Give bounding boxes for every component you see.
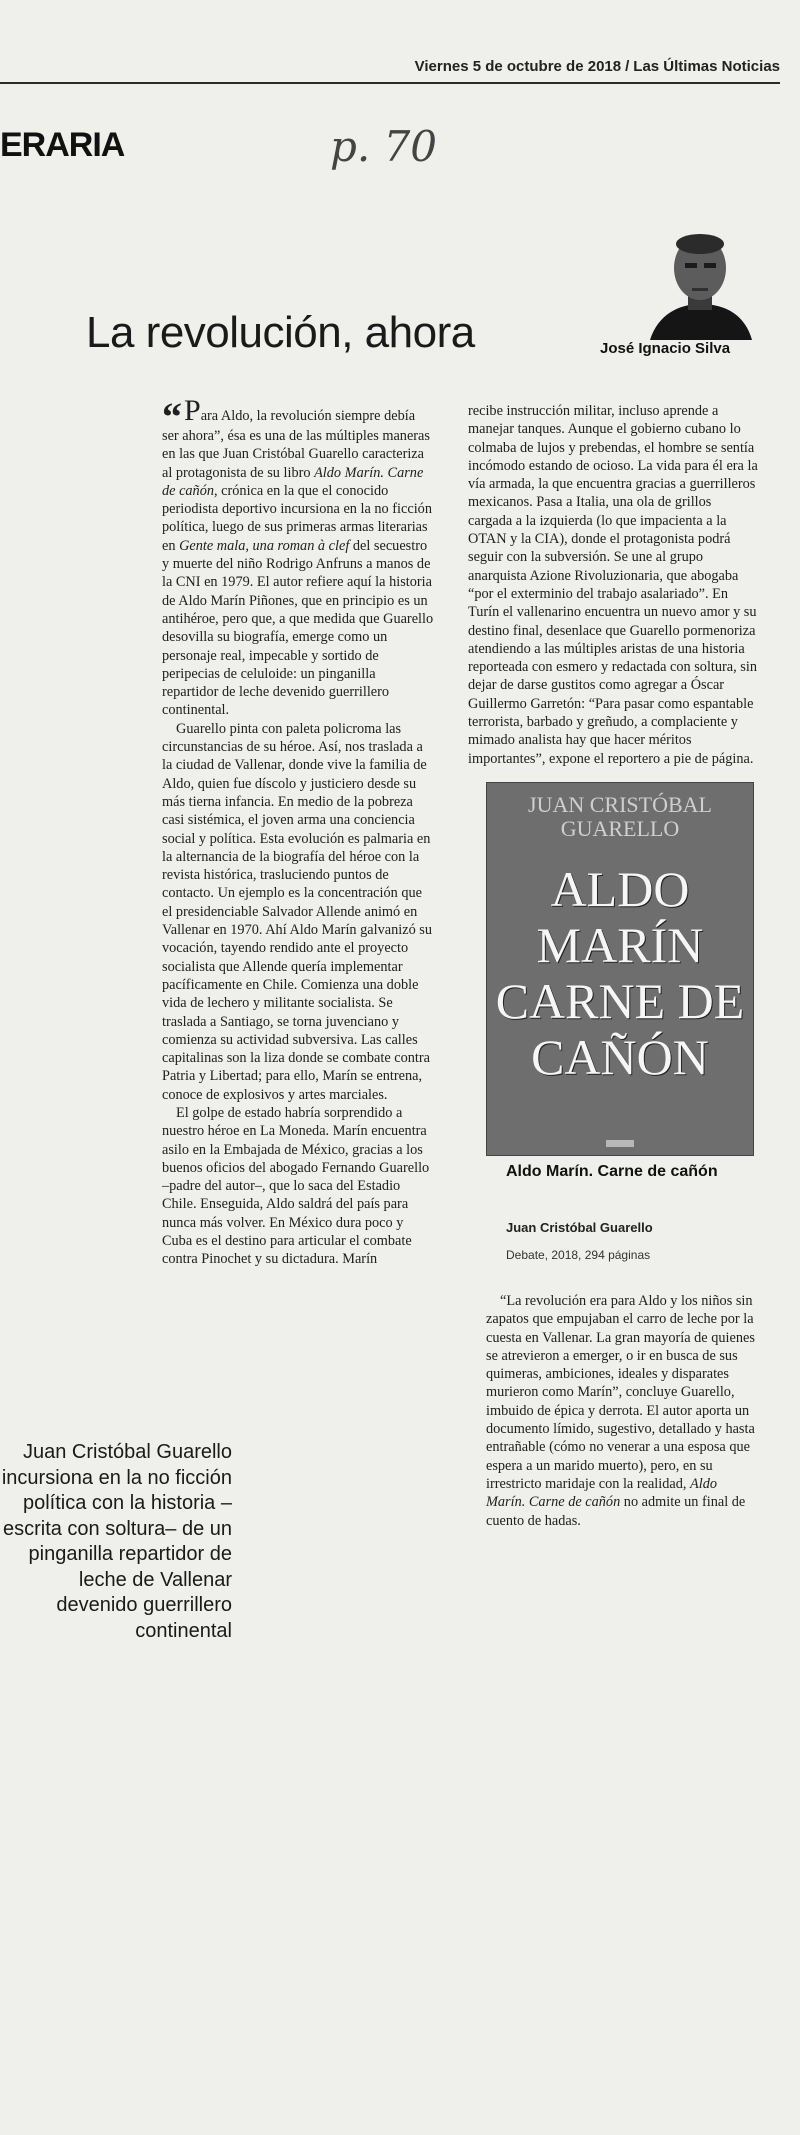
text-run: del secuestro y muerte del niño Rodrigo Anfruns a manos de la CNI en 1979. El autor refiere aquí la historia de Aldo Marín Piñones, que en principio es un antihéroe, pero que, a que medida que Guarello desovilla su biografía, emerge como un personaje real, impecable y sortido de peripecias de celuloide: un pinganilla repartidor de leche devenido guerrillero continental.	[162, 537, 434, 719]
book-caption-title: Aldo Marín. Carne de cañón	[506, 1163, 718, 1180]
body-paragraph: Guarello pinta con paleta policroma las circunstancias de su héroe. Así, nos traslada a la ciudad de Vallenar, donde vive la familia de Aldo, quien fue díscolo y justiciero desde su más tierna infancia. En medio de la pobreza casi sistémica, el joven arma una conciencia social y política. Esta evolución es palmaria en la alternancia de la biografía del héroe con la revista histórica, trasluciendo puntos de contacto. Un ejemplo es la concentración que el presidenciable Salvador Allende animó en Vallenar en 1970. Ahí Aldo Marín galvanizó su vocación, tayendo rendido ante el proyecto socialista que Allende quería implementar pacíficamente en Chile. Comienza una doble vida de lechero y militante socialista. Se traslada a Santiago, se torna juvenciano y comienza su actividad subversiva. Las calles capitalinas son la liza donde se combate contra Patria y Libertad; para ello, Marín se entrena, conoce de explosivos y artes marciales.	[162, 720, 432, 1103]
body-paragraph	[486, 1292, 758, 1530]
book-title-italic: Aldo Marín. Carne de cañón	[162, 464, 424, 499]
body-column-right-top	[468, 402, 758, 768]
publisher-logo-icon	[606, 1140, 634, 1147]
book-caption-details: Debate, 2018, 294 páginas	[506, 1248, 651, 1262]
cover-author: JUAN CRISTÓBAL GUARELLO	[528, 792, 712, 841]
section-label: ERARIA	[0, 126, 125, 164]
text-run: , crónica en la que el conocido periodista deportivo incursiona en la no ficción política, luego de sus primeras armas literarias en	[162, 482, 432, 554]
text-run: “La revolución era para Aldo y los niños sin zapatos que empujaban el carro de leche por la cuesta en Vallenar. La gran mayoría de quienes se atrevieron a emerger, o ir en busca de sus quimeras, ambiciones, ideales y disparates murieron como Marín”, concluye Guarello, imbuido de épica y derrota. El autor aporta un documento límido, sugestivo, detallado y hasta entrañable (cómo no venerar a una esposa que espera a un marido muerto), pero, en su irrestricto maridaje con la realidad,	[486, 1293, 755, 1492]
book-caption-author: Juan Cristóbal Guarello	[506, 1220, 653, 1235]
issue-date: Viernes 5 de octubre de 2018	[414, 58, 622, 75]
dateline	[300, 58, 780, 75]
publication-name: Las Últimas Noticias	[633, 58, 780, 75]
drop-cap: P	[184, 394, 201, 427]
body-paragraph: recibe instrucción militar, incluso aprende a manejar tanques. Aunque el gobierno cubano lo colmaba de lujos y prebendas, el hombre se sentía incómodo estando de ocioso. La vida para él era la vía armada, la que encuentra gracias a guerrilleros mexicanos. Pasa a Italia, una ola de grillos cargada a la izquierda (lo que impacienta a la OTAN y la CIA), donde el protagonista podrá seguir con la subversión. Se une al grupo anarquista Azione Rivoluzionaria, que abogaba “por el exterminio del trabajo asalariado”. En Turín el vallenarino encuentra un nuevo amor y su destino final, desenlace que Guarello pormenoriza atendiendo a las múltiples aristas de una historia reporteada con esmero y redactada con soltura, sin dejar de darse gustitos como agregar a Óscar Guillermo Garretón: “Para pasar como espantable terrorista, barbado y greñudo, a complaciente y mimado analista hay que hacer méritos importantes”, expone el reportero a pie de página.	[468, 403, 758, 767]
cover-title: ALDO MARÍN CARNE DE CAÑÓN	[495, 861, 745, 1085]
book-title-italic: Aldo Marín. Carne de cañón	[486, 1475, 718, 1511]
author-photo	[640, 218, 760, 340]
article-headline: La revolución, ahora	[86, 308, 475, 357]
book-title-italic: Gente mala, una roman à clef	[179, 537, 350, 554]
pull-quote: Juan Cristóbal Guarello incursiona en la no ficción política con la historia –escrita con soltura– de un pinganilla repartidor de leche de Vallenar devenido guerrillero continental	[1, 1441, 232, 1642]
author-byline: José Ignacio Silva	[600, 340, 731, 357]
handwritten-page-note: p. 70	[330, 122, 438, 171]
body-column-left	[162, 394, 434, 1269]
text-run: ara Aldo, la revolución siempre debía ser ahora”, ésa es una de las múltiples maneras en las que Juan Cristóbal Guarello caracteriza al protagonista de su libro	[162, 408, 430, 481]
text-run: no admite un final de cuento de hadas.	[486, 1494, 746, 1529]
body-paragraph: El golpe de estado habría sorprendido a nuestro héroe en La Moneda. Marín encuentra asilo en la Embajada de México, gracias a los buenos oficios del abogado Fernando Guarello –padre del autor–, que lo saca del Estadio Chile. Enseguida, Aldo saldrá del país para nunca más volver. En México dura poco y Cuba es el destino para articular el combate contra Pinochet y su dictadura. Marín	[162, 1104, 430, 1268]
book-cover	[486, 782, 754, 1156]
dateline-separator: /	[625, 58, 630, 75]
opening-quote: “	[162, 394, 182, 439]
header-rule	[0, 82, 780, 84]
body-paragraph	[162, 394, 434, 720]
body-column-right-bottom	[486, 1292, 758, 1530]
